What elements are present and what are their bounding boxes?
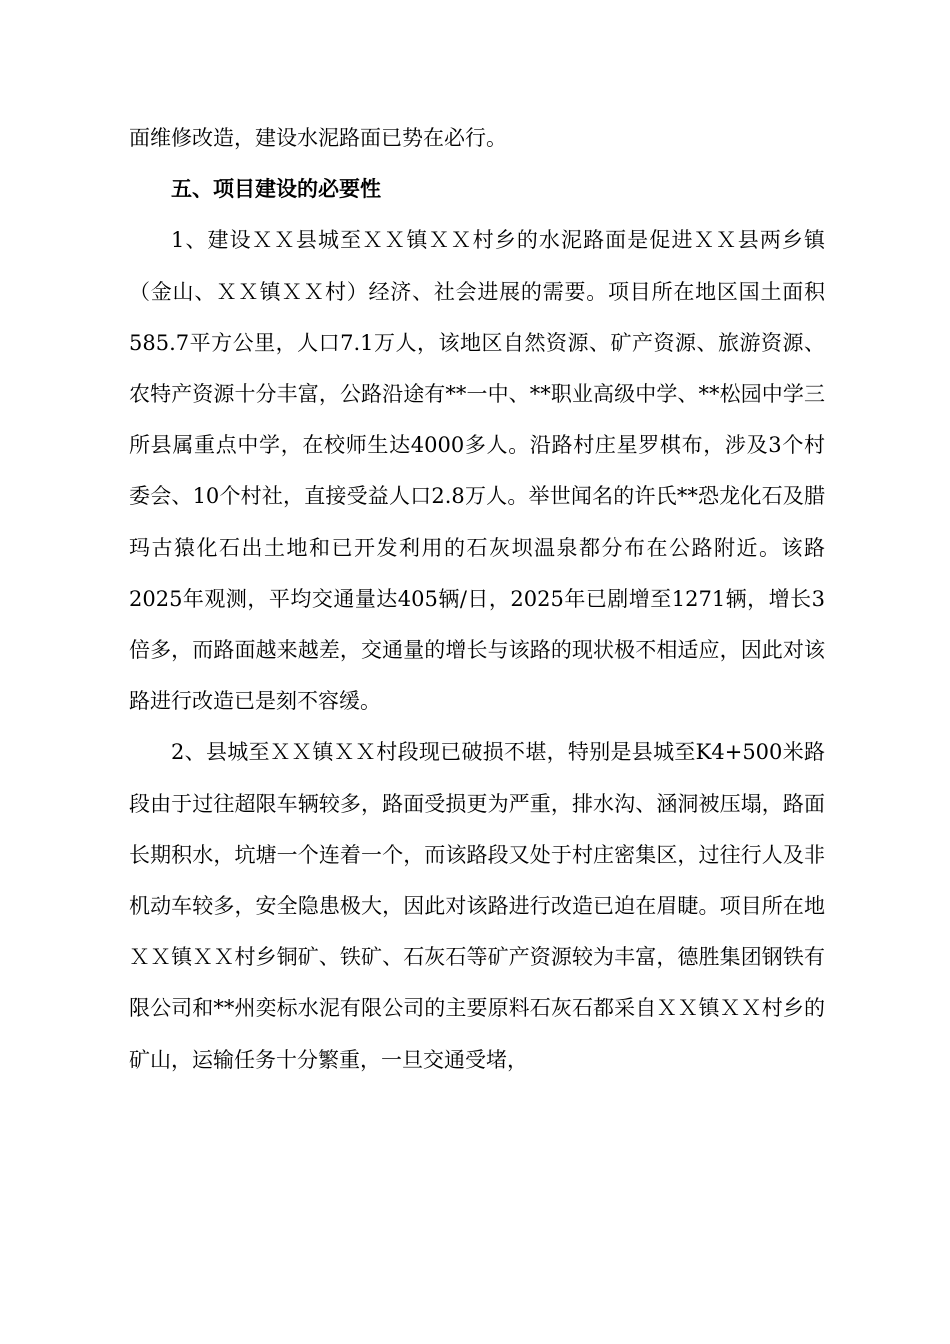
section-heading: 五、项目建设的必要性	[171, 177, 381, 202]
continuation-paragraph: 面维修改造，建设水泥路面已势在必行。	[129, 126, 507, 150]
paragraph-2: 2、县城至ＸＸ镇ＸＸ村段现已破损不堪，特别是县城至K4+500米路段由于过往超限车辆较多，路面受损更为严重，排水沟、涵洞被压塌，路面长期积水，坑塘一个连着一个，而该路段又处于村庄密集区，过往行人及非机动车较多，安全隐患极大，因此对该路进行改造已迫在眉睫。项目所在地ＸＸ镇ＸＸ村乡铜矿、铁矿、石灰石等矿产资源较为丰富，德胜集团钢铁有限公司和**州奕标水泥有限公司的主要原料石灰石都采自ＸＸ镇ＸＸ村乡的矿山，运输任务十分繁重，一旦交通受堵，	[129, 740, 825, 1072]
paragraph-1: 1、建设ＸＸ县城至ＸＸ镇ＸＸ村乡的水泥路面是促进ＸＸ县两乡镇（金山、ＸＸ镇ＸＸ村）经济、社会进展的需要。项目所在地区国土面积585.7平方公里，人口7.1万人，该地区自然资源、矿产资源、旅游资源、农特产资源十分丰富，公路沿途有**一中、**职业高级中学、**松园中学三所县属重点中学，在校师生达4000多人。沿路村庄星罗棋布，涉及3个村委会、10个村社，直接受益人口2.8万人。举世闻名的许氏**恐龙化石及腊玛古猿化石出土地和已开发利用的石灰坝温泉都分布在公路附近。该路2025年观测，平均交通量达405辆/日，2025年已剧增至1271辆，增长3倍多，而路面越来越差，交通量的增长与该路的现状极不相适应，因此对该路进行改造已是刻不容缓。	[129, 228, 825, 714]
document-body	[129, 113, 825, 1086]
